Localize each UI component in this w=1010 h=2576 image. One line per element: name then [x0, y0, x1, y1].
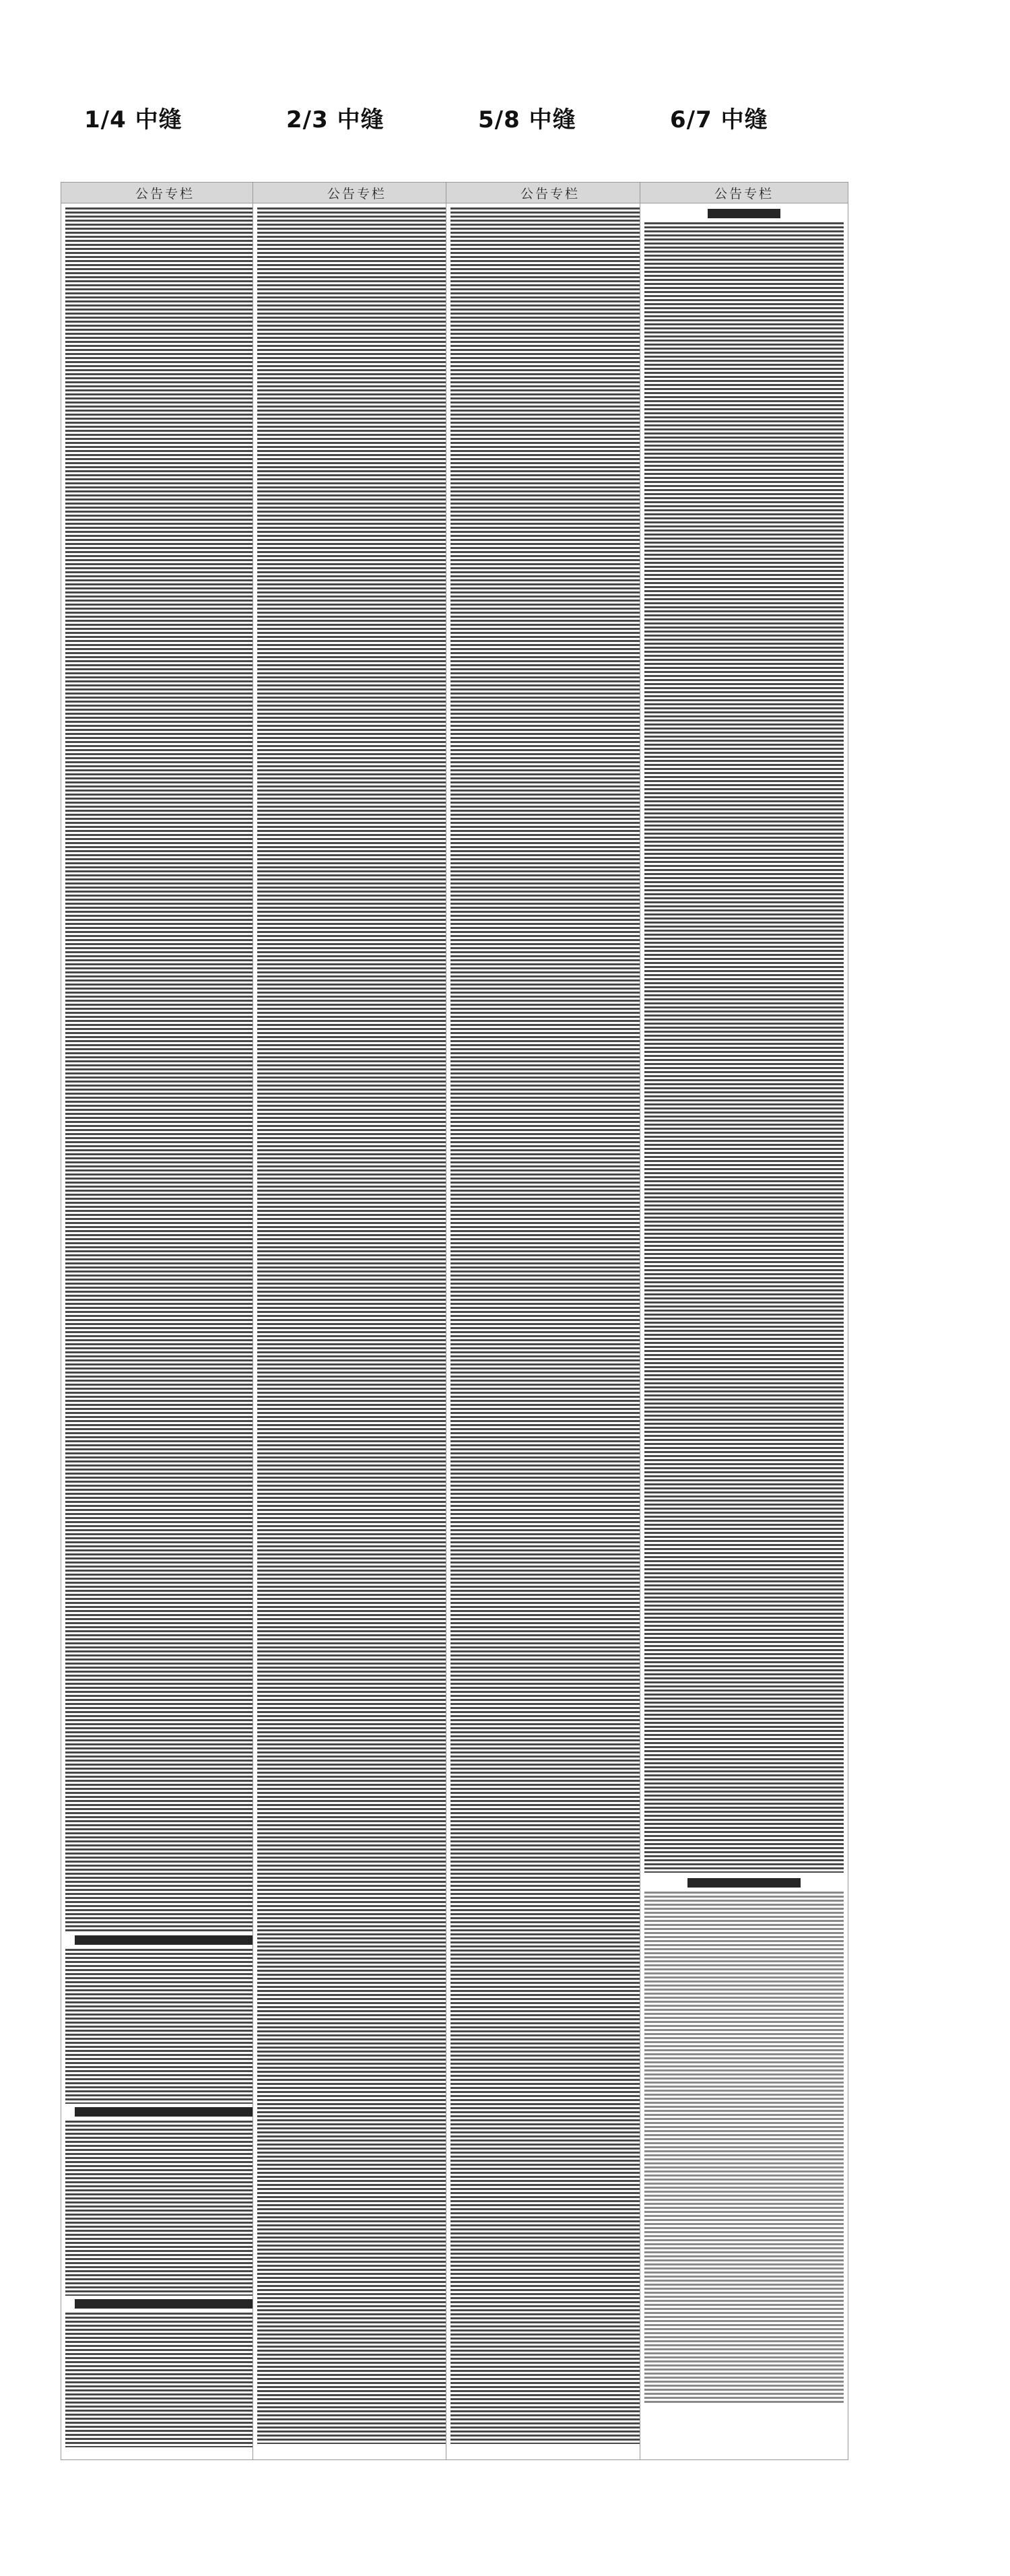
notice-panel: [640, 182, 848, 2460]
column-header: 公告专栏: [61, 183, 269, 203]
notice-panel: [446, 182, 654, 2460]
notice-text: [450, 207, 650, 2444]
column-header: 公告专栏: [640, 183, 848, 203]
column-header: 公告专栏: [253, 183, 461, 203]
column-title-6-7: 6/7 中缝: [670, 106, 768, 133]
section-heading: [75, 2299, 255, 2309]
notice-panel: [61, 182, 269, 2460]
notice-text: [65, 2313, 265, 2447]
column-title-2-3: 2/3 中缝: [286, 106, 384, 133]
column-1-4: [61, 182, 269, 2459]
column-2-3: [252, 182, 461, 2459]
notice-text: [257, 207, 457, 2444]
notice-text: [644, 222, 844, 1873]
section-heading: [75, 1935, 255, 1945]
notice-text: [644, 1892, 844, 2404]
column-title-5-8: 5/8 中缝: [478, 106, 576, 133]
notice-text: [65, 2121, 265, 2296]
column-6-7: [640, 182, 848, 2459]
section-heading: [75, 2107, 255, 2117]
column-5-8: [446, 182, 654, 2459]
column-header: 公告专栏: [446, 183, 654, 203]
column-title-1-4: 1/4 中缝: [84, 106, 182, 133]
notice-panel: [252, 182, 461, 2460]
section-heading: [687, 1878, 801, 1888]
notice-text: [65, 1949, 265, 2104]
section-heading: [708, 209, 780, 218]
notice-text: [65, 207, 265, 1932]
